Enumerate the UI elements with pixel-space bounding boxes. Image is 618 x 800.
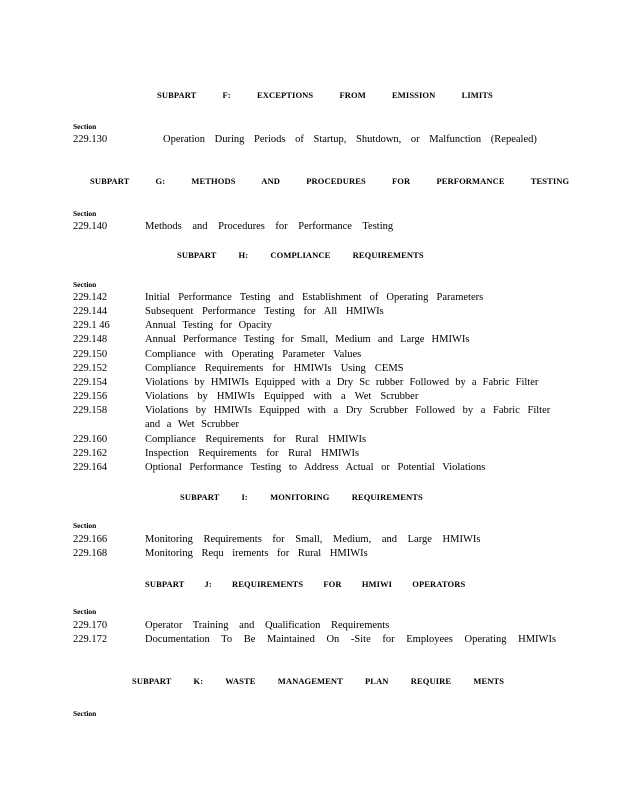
section-title: Compliance Requirements for HMIWIs Using CEMS [145,363,404,374]
section-number: 229.168 [73,548,108,559]
section-number: 229.150 [73,349,108,360]
section-number: 229.166 [73,534,108,545]
section-title: Operator Training and Qualification Requirements [145,620,390,631]
section-title: Compliance Requirements for Rural HMIWIs [145,434,367,445]
section-title: Compliance with Operating Parameter Values [145,349,362,360]
section-number: 229.164 [73,462,108,473]
section-label: Section [73,280,97,289]
section-title: Annual Testing for Opacity [145,320,272,331]
section-number: 229.160 [73,434,108,445]
section-number: 229.148 [73,334,108,345]
section-number: 229.170 [73,620,108,631]
section-title: Initial Performance Testing and Establishment of Operating Parameters [145,292,484,303]
section-number: 229.158 [73,405,108,416]
subpart-k-heading: SUBPART K: WASTE MANAGEMENT PLAN REQUIRE MENTS [132,676,505,686]
section-title: Subsequent Performance Testing for All HMIWIs [145,306,384,317]
section-title: Operation During Periods of Startup, Shutdown, or Malfunction (Repealed) [163,134,537,145]
section-title: Methods and Procedures for Performance Testing [145,221,394,232]
section-number: 229.140 [73,221,108,232]
section-title-continuation: and a Wet Scrubber [145,419,240,430]
section-title: Inspection Requirements for Rural HMIWIs [145,448,360,459]
section-number: 229.1 46 [73,320,110,331]
section-title: Annual Performance Testing for Small, Medium and Large HMIWIs [145,334,470,345]
section-number: 229.162 [73,448,108,459]
section-number: 229.156 [73,391,108,402]
section-title: Violations by HMIWIs Equipped with a Dry Sc rubber Followed by a Fabric Filter [145,377,539,388]
section-label: Section [73,521,97,530]
section-number: 229.130 [73,134,108,145]
section-number: 229.154 [73,377,108,388]
section-title: Monitoring Requ irements for Rural HMIWIs [145,548,368,559]
section-label: Section [73,709,97,718]
section-number: 229.142 [73,292,108,303]
subpart-h-heading: SUBPART H: COMPLIANCE REQUIREMENTS [177,250,424,260]
section-label: Section [73,122,97,131]
section-title: Monitoring Requirements for Small, Medium, and Large HMIWIs [145,534,481,545]
subpart-i-heading: SUBPART I: MONITORING REQUIREMENTS [180,492,423,502]
section-title: Optional Performance Testing to Address Actual or Potential Violations [145,462,486,473]
subpart-j-heading: SUBPART J: REQUIREMENTS FOR HMIWI OPERATORS [145,579,466,589]
subpart-f-heading: SUBPART F: EXCEPTIONS FROM EMISSION LIMITS [157,90,493,100]
section-number: 229.152 [73,363,108,374]
subpart-g-heading: SUBPART G: METHODS AND PROCEDURES FOR PERFORMANCE TESTING [90,176,570,186]
section-label: Section [73,209,97,218]
section-number: 229.144 [73,306,108,317]
section-title: Violations by HMIWIs Equipped with a Wet Scrubber [145,391,419,402]
section-label: Section [73,607,97,616]
section-number: 229.172 [73,634,108,645]
section-title: Documentation To Be Maintained On -Site for Employees Operating HMIWIs [145,634,557,645]
section-title: Violations by HMIWIs Equipped with a Dry Scrubber Followed by a Fabric Filter [145,405,551,416]
